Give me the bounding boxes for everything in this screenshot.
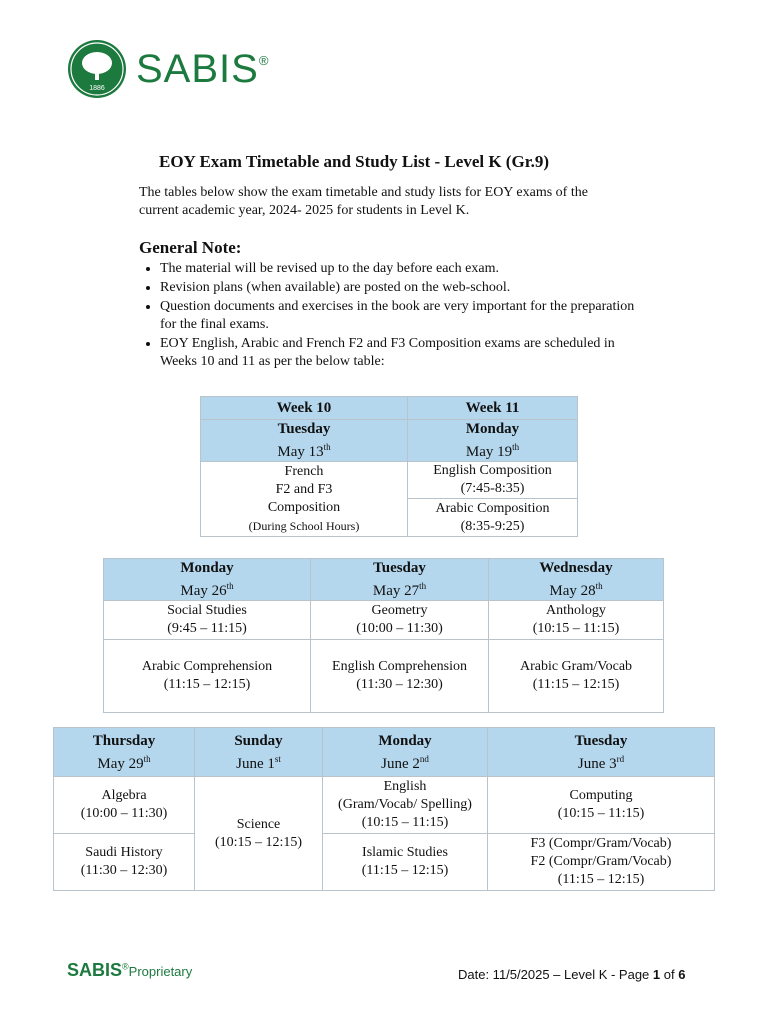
footer-logo: SABIS®Proprietary: [67, 960, 193, 980]
week10-header: Week 10: [201, 397, 408, 420]
exam-cell: Anthology (10:15 – 11:15): [489, 601, 664, 640]
day-header: Monday June 2nd: [323, 728, 488, 777]
page-title: EOY Exam Timetable and Study List - Level K (Gr.9): [159, 152, 550, 171]
week11-header: Week 11: [408, 397, 578, 420]
day-header: Wednesday May 28th: [489, 559, 664, 601]
exam-cell-arabic: Arabic Composition (8:35-9:25): [408, 499, 578, 537]
day-header: Tuesday June 3rd: [488, 728, 715, 777]
timetable-week-b: [53, 727, 715, 891]
note-item: • The material will be revised up to the day before each exam.: [160, 260, 640, 278]
note-item: • Question documents and exercises in the book are very important for the preparation for the final exams.: [160, 298, 640, 334]
exam-cell-french: F3 (Compr/Gram/Vocab) F2 (Compr/Gram/Vocab) (11:15 – 12:15): [488, 834, 715, 891]
intro-paragraph: The tables below show the exam timetable and study lists for EOY exams of the current academic year, 2024- 2025 for students in Level K.: [139, 185, 588, 218]
footer-page-info: Date: 11/5/2025 – Level K - Page 1 of 6: [458, 967, 686, 982]
note-item: • EOY English, Arabic and French F2 and F3 Composition exams are scheduled in Weeks 10 and 11 as per the below table:: [160, 335, 640, 371]
composition-table: [200, 396, 578, 537]
day-header: Monday May 26th: [104, 559, 311, 601]
exam-cell-algebra: Algebra (10:00 – 11:30): [54, 777, 195, 834]
tree-seal-icon: [68, 40, 126, 98]
exam-cell-english: English Composition (7:45-8:35): [408, 462, 578, 499]
general-note-heading: General Note:: [139, 238, 242, 257]
brand-name: SABIS®: [136, 46, 270, 91]
exam-cell-islamic: Islamic Studies (11:15 – 12:15): [323, 834, 488, 891]
day-header: Tuesday May 13th: [201, 420, 408, 462]
exam-cell: English Comprehension (11:30 – 12:30): [311, 640, 489, 713]
exam-cell: Geometry (10:00 – 11:30): [311, 601, 489, 640]
day-header: Monday May 19th: [408, 420, 578, 462]
exam-cell-french: French F2 and F3 Composition (During School Hours): [201, 462, 408, 537]
exam-cell: Arabic Comprehension (11:15 – 12:15): [104, 640, 311, 713]
note-item: • Revision plans (when available) are posted on the web-school.: [160, 279, 640, 297]
svg-text:1886: 1886: [89, 85, 105, 92]
exam-cell-science: Science (10:15 – 12:15): [195, 777, 323, 891]
exam-cell: Arabic Gram/Vocab (11:15 – 12:15): [489, 640, 664, 713]
sabis-logo: [68, 40, 269, 98]
exam-cell-computing: Computing (10:15 – 11:15): [488, 777, 715, 834]
day-header: Thursday May 29th: [54, 728, 195, 777]
exam-cell-saudi: Saudi History (11:30 – 12:30): [54, 834, 195, 891]
day-header: Sunday June 1st: [195, 728, 323, 777]
timetable-week-a: [103, 558, 664, 713]
exam-cell: Social Studies (9:45 – 11:15): [104, 601, 311, 640]
notes-list: [139, 260, 640, 372]
day-header: Tuesday May 27th: [311, 559, 489, 601]
exam-cell-english: English (Gram/Vocab/ Spelling) (10:15 – 11:15): [323, 777, 488, 834]
